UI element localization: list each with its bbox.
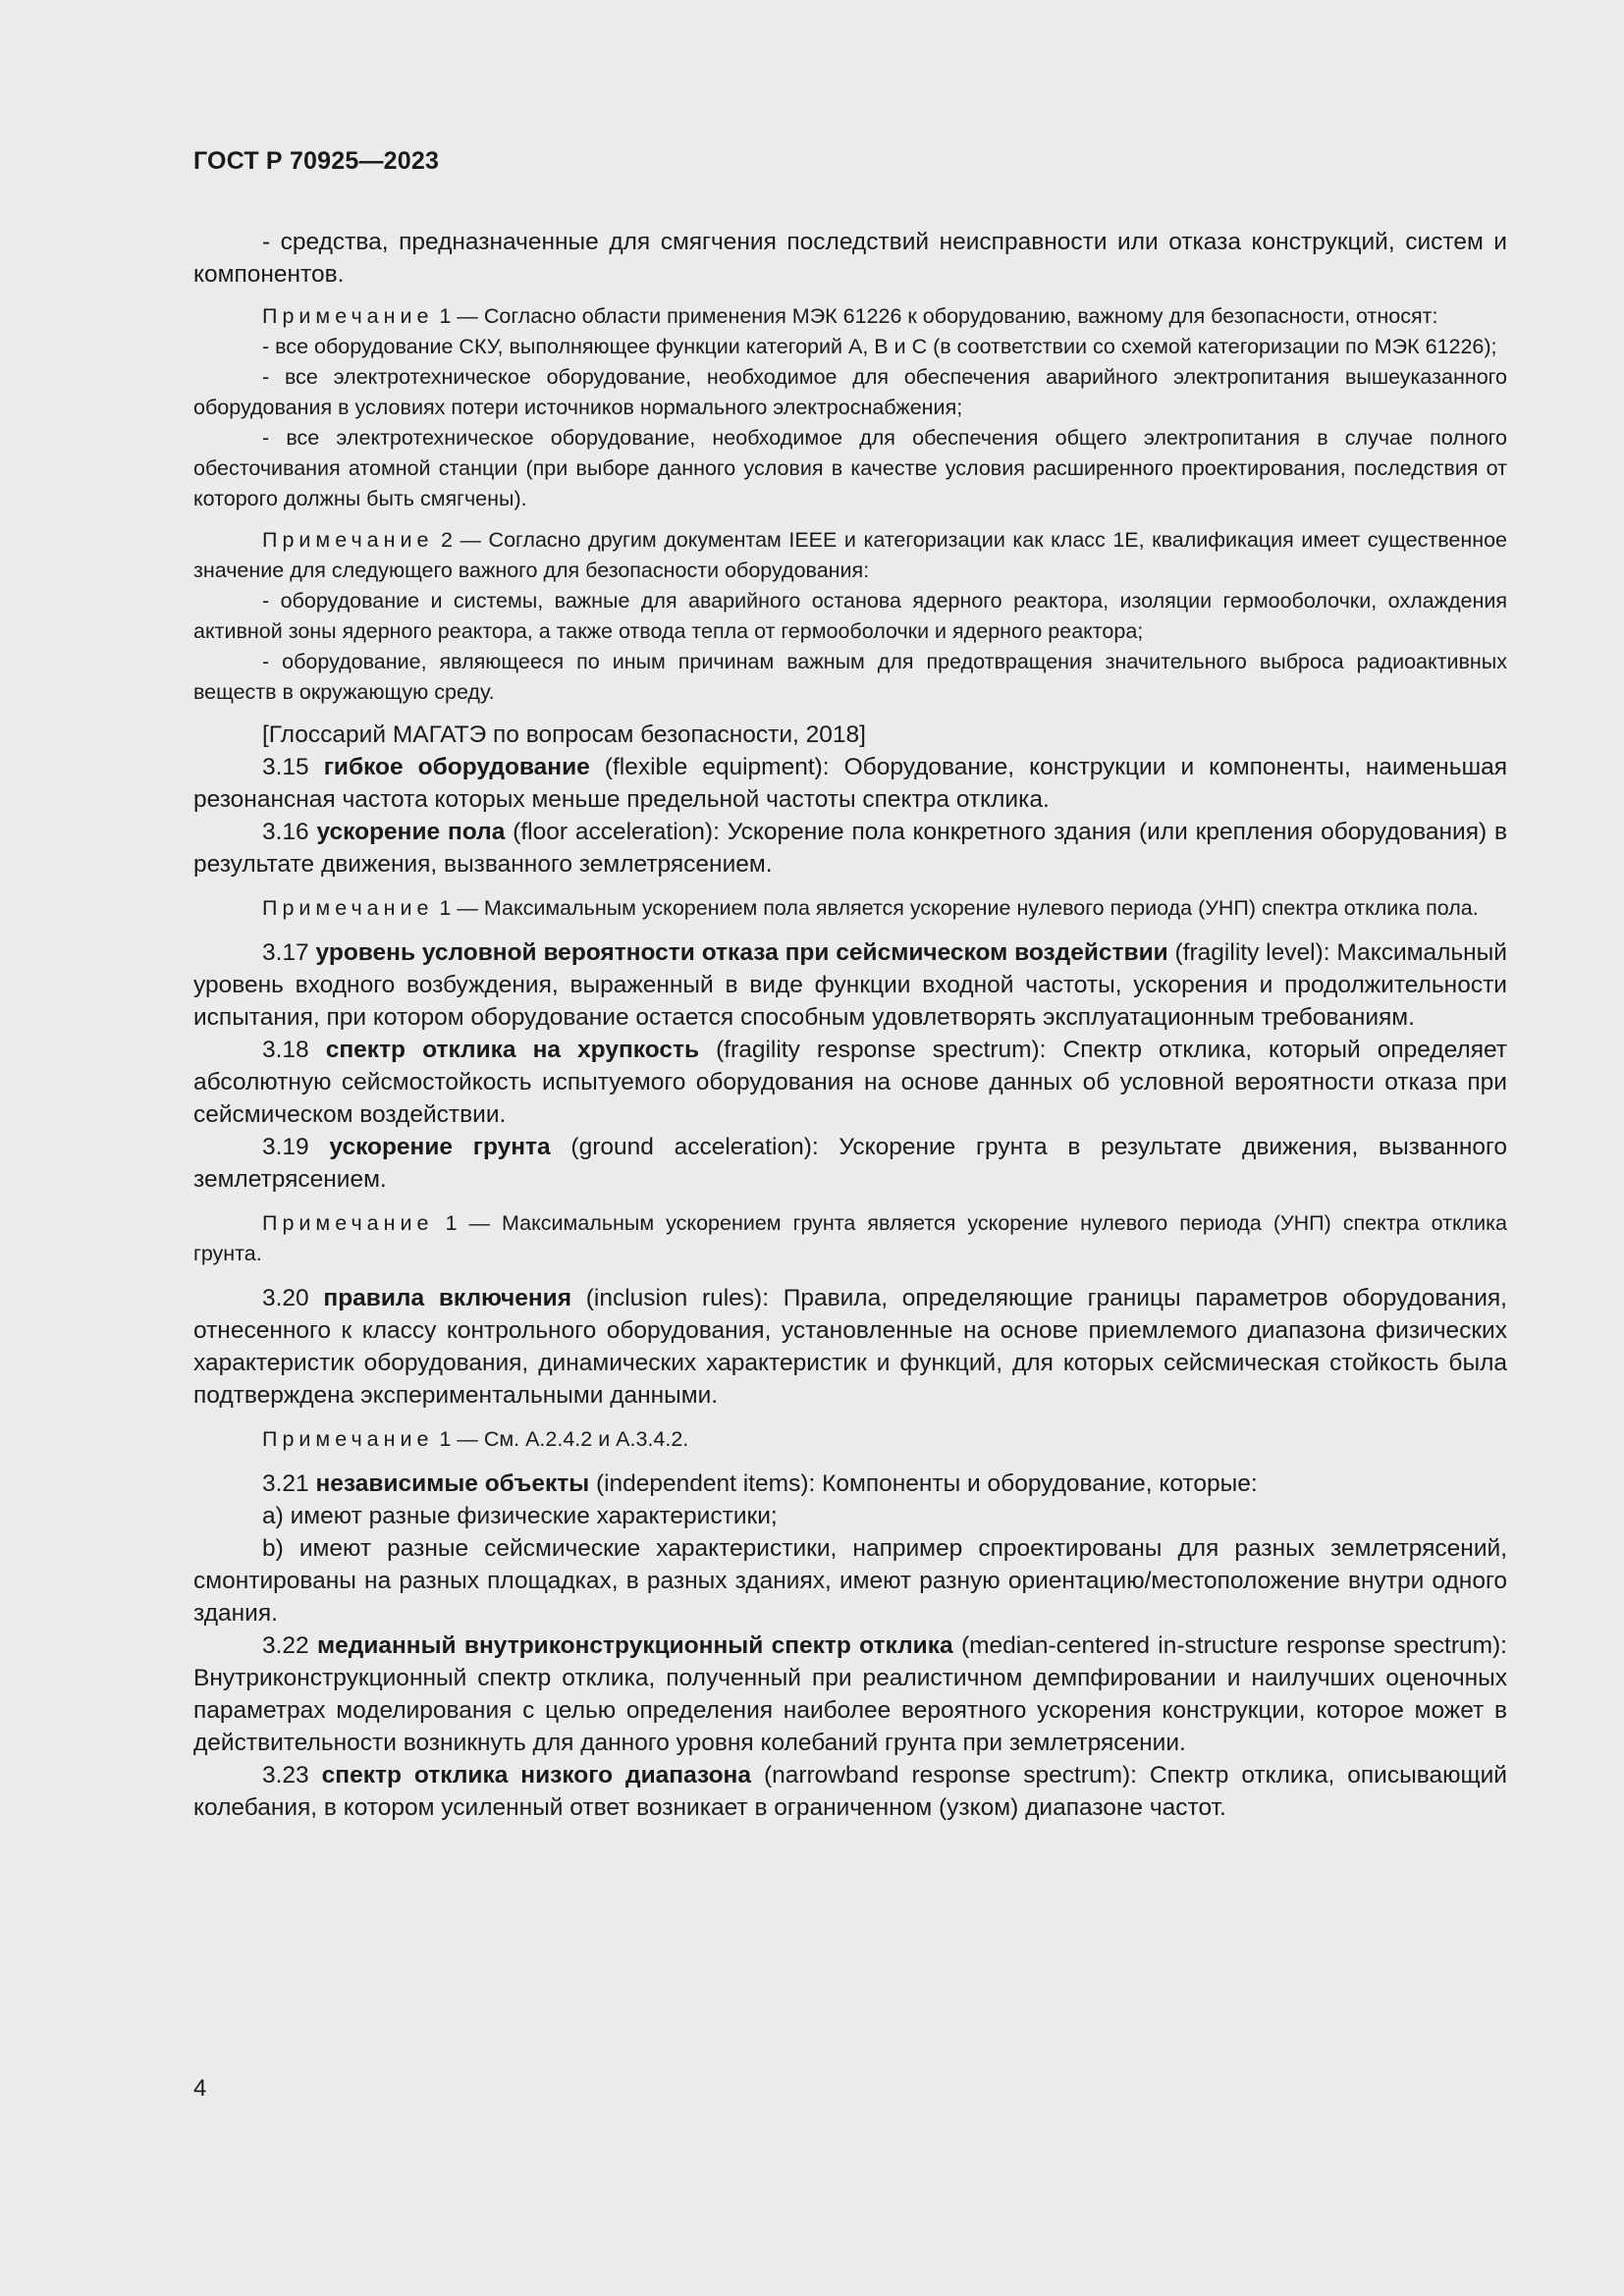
note-paragraph xyxy=(193,893,1507,924)
source-reference: [Глоссарий МАГАТЭ по вопросам безопасности, 2018] xyxy=(262,721,866,748)
definition-term: ускорение грунта xyxy=(329,1134,551,1160)
note-list-item: - оборудование, являющееся по иным причинам важным для предотвращения значительного выброса радиоактивных веществ в окружающую среду. xyxy=(193,650,1507,704)
definition-text: (independent items): Компоненты и оборудование, которые: xyxy=(589,1470,1258,1497)
definition-text: (ground acceleration): Ускорение грунта в результате движения, вызванного землетрясением. xyxy=(193,1134,1507,1193)
definition-term: независимые объекты xyxy=(315,1470,590,1497)
note-label: Примечание xyxy=(262,528,434,552)
definition-text: (flexible equipment): Оборудование, конструкции и компоненты, наименьшая резонансная частота которых меньше предельной частоты спектра отклика. xyxy=(193,754,1508,813)
definition-term: спектр отклика на хрупкость xyxy=(325,1037,700,1063)
note-paragraph xyxy=(193,301,1507,332)
note-label: Примечание xyxy=(262,896,434,920)
note-paragraph xyxy=(193,525,1507,586)
definition-term: спектр отклика низкого диапазона xyxy=(321,1762,751,1789)
definition-number: 3.21 xyxy=(262,1470,316,1497)
definition-3-16 xyxy=(193,816,1507,881)
definition-term: правила включения xyxy=(323,1285,572,1311)
definition-3-15 xyxy=(193,751,1507,816)
definition-text: (median-centered in-structure response spectrum): Внутриконструкционный спектр отклика, полученный при реалистичном демпфировании и наилучших оценочных параметрах моделирования с целью определения наиболее вероятного ускорения конструкции, которое может в действительности возникнуть для данного уровня колебаний грунта при землетрясении. xyxy=(193,1632,1507,1756)
definition-term: медианный внутриконструкционный спектр отклика xyxy=(317,1632,953,1659)
definition-text: (fragility response spectrum): Спектр отклика, который определяет абсолютную сейсмостойкость испытуемого оборудования на основе данных об условной вероятности отказа при сейсмическом воздействии. xyxy=(193,1037,1507,1128)
note-text: 1 — Согласно области применения МЭК 61226 к оборудованию, важному для безопасности, относят: xyxy=(433,304,1438,328)
note-text: 1 — Максимальным ускорением пола является ускорение нулевого периода (УНП) спектра отклика пола. xyxy=(433,896,1479,920)
note-list-item: - все оборудование СКУ, выполняющее функции категорий A, B и C (в соответствии со схемой категоризации по МЭК 61226); xyxy=(262,335,1497,358)
definition-3-17 xyxy=(193,936,1507,1034)
definition-3-20 xyxy=(193,1282,1507,1412)
note-list-item: - все электротехническое оборудование, необходимое для обеспечения общего электропитания в случае полного обесточивания атомной станции (при выборе данного условия в качестве условия расширенного проектирования, последствия от которого должны быть смягчены). xyxy=(193,426,1507,510)
definition-3-23 xyxy=(193,1759,1507,1824)
definition-3-21 xyxy=(193,1468,1507,1500)
definition-term: уровень условной вероятности отказа при сейсмическом воздействии xyxy=(315,939,1168,966)
note-paragraph xyxy=(193,1424,1507,1455)
document-header: ГОСТ Р 70925—2023 xyxy=(193,147,440,175)
definition-number: 3.19 xyxy=(262,1134,330,1160)
note-label: Примечание xyxy=(262,304,434,328)
page-number: 4 xyxy=(193,2075,207,2102)
note-text: 1 — Максимальным ускорением грунта является ускорение нулевого периода (УНП) спектра отклика грунта. xyxy=(193,1211,1507,1265)
definition-number: 3.18 xyxy=(262,1037,326,1063)
definition-3-19 xyxy=(193,1131,1507,1196)
definition-number: 3.23 xyxy=(262,1762,322,1789)
list-item: b) имеют разные сейсмические характеристики, например спроектированы для разных землетрясений, смонтированы на разных площадках, в разных зданиях, имеют разную ориентацию/местоположение внутри одного здания. xyxy=(193,1535,1507,1627)
note-label: Примечание xyxy=(262,1427,434,1451)
note-paragraph xyxy=(193,1208,1507,1269)
note-list-item: - все электротехническое оборудование, необходимое для обеспечения аварийного электропитания вышеуказанного оборудования в условиях потери источников нормального электроснабжения; xyxy=(193,365,1507,419)
note-text: 1 — См. A.2.4.2 и A.3.4.2. xyxy=(433,1427,689,1451)
definition-text: (floor acceleration): Ускорение пола конкретного здания (или крепления оборудования) в результате движения, вызванного землетрясением. xyxy=(193,819,1508,878)
list-item: - средства, предназначенные для смягчения последствий неисправности или отказа конструкций, систем и компонентов. xyxy=(193,229,1507,288)
definition-text: (narrowband response spectrum): Спектр отклика, описывающий колебания, в котором усиленный ответ возникает в ограниченном (узком) диапазоне частот. xyxy=(193,1762,1507,1821)
definition-term: гибкое оборудование xyxy=(323,754,590,780)
note-text: 2 — Согласно другим документам IEEE и категоризации как класс 1E, квалификация имеет существенное значение для следующего важного для безопасности оборудования: xyxy=(193,528,1507,582)
note-list-item: - оборудование и системы, важные для аварийного останова ядерного реактора, изоляции гермооболочки, охлаждения активной зоны ядерного реактора, а также отвода тепла от гермооболочки и ядерного реактора; xyxy=(193,589,1507,643)
definition-number: 3.17 xyxy=(262,939,316,966)
definition-3-18 xyxy=(193,1034,1507,1131)
definition-text: (inclusion rules): Правила, определяющие границы параметров оборудования, отнесенного к классу контрольного оборудования, установленные на основе приемлемого диапазона физических характеристик оборудования, динамических характеристик и функций, для которых сейсмическая стойкость была подтверждена экспериментальными данными. xyxy=(193,1285,1507,1409)
definition-3-22 xyxy=(193,1629,1507,1759)
definition-term: ускорение пола xyxy=(316,819,506,845)
definition-number: 3.16 xyxy=(262,819,317,845)
definition-number: 3.15 xyxy=(262,754,324,780)
list-item: a) имеют разные физические характеристики; xyxy=(262,1503,778,1529)
definition-text: (fragility level): Максимальный уровень входного возбуждения, выраженный в виде функции входной частоты, ускорения и продолжительности испытания, при котором оборудование остается способным удовлетворять эксплуатационным требованиям. xyxy=(193,939,1507,1031)
definition-number: 3.22 xyxy=(262,1632,318,1659)
note-label: Примечание xyxy=(262,1211,434,1235)
document-body xyxy=(193,226,1507,1824)
definition-number: 3.20 xyxy=(262,1285,324,1311)
